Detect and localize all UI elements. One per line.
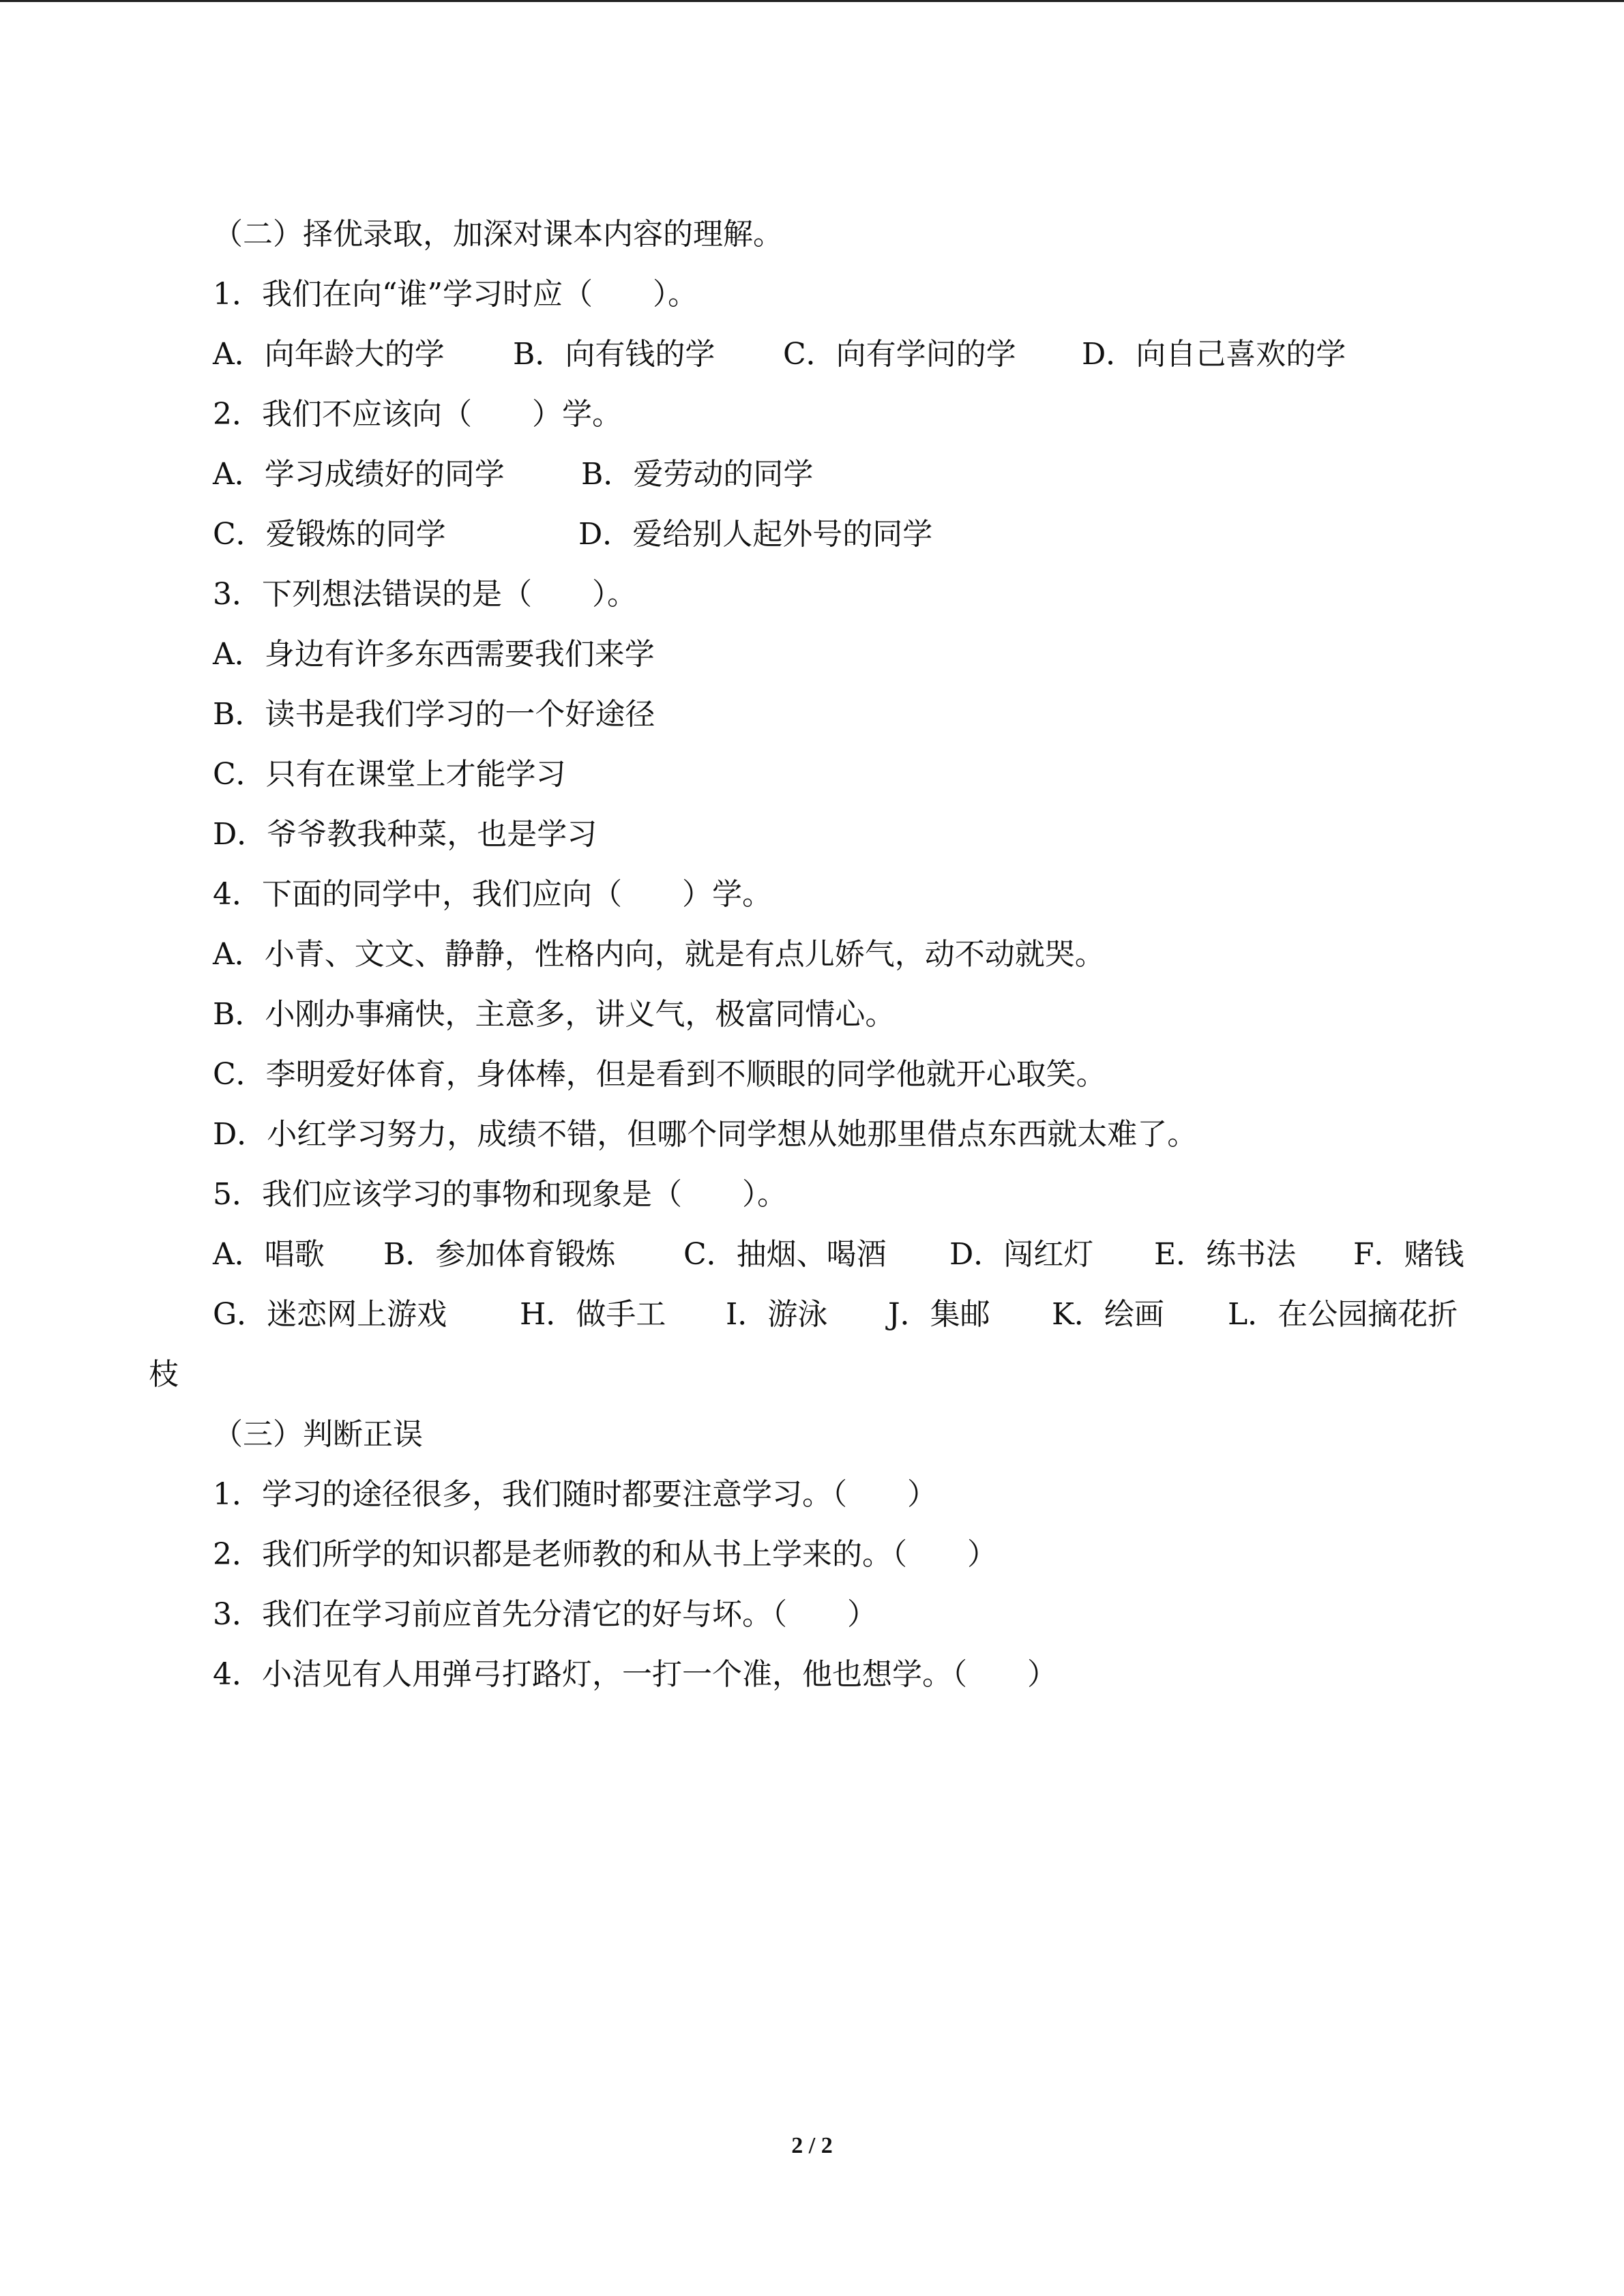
question-1-options — [213, 334, 1509, 375]
question-5-option-h: H．做手工 — [520, 1297, 666, 1332]
question-3-option-c: C．只有在课堂上才能学习 — [213, 757, 566, 792]
page-number: 2 / 2 — [791, 2133, 833, 2158]
question-5-option-c: C．抽烟、喝酒 — [683, 1237, 887, 1272]
question-5-option-j: J．集邮 — [888, 1297, 990, 1332]
question-2-stem: 2．我们不应该向（ ）学。 — [213, 397, 622, 432]
judgement-item-4: 4．小洁见有人用弹弓打路灯，一打一个准，他也想学。（ ） — [213, 1657, 1057, 1692]
question-2-option-d: D．爱给别人起外号的同学 — [578, 517, 933, 552]
question-4-option-d: D．小红学习努力，成绩不错，但哪个同学想从她那里借点东西就太难了。 — [213, 1117, 1198, 1152]
question-2-option-b: B．爱劳动的同学 — [581, 457, 814, 492]
question-4-option-c: C．李明爱好体育，身体棒，但是看到不顺眼的同学他就开心取笑。 — [213, 1057, 1106, 1092]
question-5-option-k: K．绘画 — [1052, 1297, 1164, 1332]
question-5-option-i: I．游泳 — [726, 1297, 828, 1332]
section-heading-2: （二）择优录取，加深对课本内容的理解。 — [213, 217, 783, 252]
question-5-option-b: B．参加体育锻炼 — [383, 1237, 616, 1272]
question-3-stem: 3．下列想法错误的是（ ）。 — [213, 577, 637, 612]
judgement-item-1: 1．学习的途径很多，我们随时都要注意学习。（ ） — [213, 1477, 937, 1512]
question-1-option-b: B．向有钱的学 — [513, 337, 715, 372]
question-4-option-b: B．小刚办事痛快，主意多，讲义气，极富同情心。 — [213, 997, 896, 1032]
question-1-option-a: A．向年龄大的学 — [213, 337, 445, 372]
question-5-option-l: L．在公园摘花折 — [1228, 1297, 1458, 1332]
top-border-rule — [0, 0, 1624, 2]
question-5-option-f: F．赌钱 — [1353, 1237, 1464, 1272]
question-3-option-d: D．爷爷教我种菜，也是学习 — [213, 817, 597, 852]
question-2-options-row-2 — [213, 514, 1509, 555]
question-2-option-a: A．学习成绩好的同学 — [213, 457, 505, 492]
section-heading-3: （三）判断正误 — [213, 1417, 423, 1452]
question-5-options-row-2 — [213, 1294, 1509, 1335]
judgement-item-2: 2．我们所学的知识都是老师教的和从书上学来的。（ ） — [213, 1537, 997, 1572]
question-5-option-e: E．练书法 — [1154, 1237, 1297, 1272]
question-4-option-a: A．小青、文文、静静，性格内向，就是有点儿娇气，动不动就哭。 — [213, 937, 1105, 972]
question-2-options-row-1 — [213, 454, 1509, 495]
question-3-option-a: A．身边有许多东西需要我们来学 — [213, 637, 655, 672]
question-5-option-g: G．迷恋网上游戏 — [213, 1297, 447, 1332]
question-5-wrap-text: 枝 — [149, 1357, 179, 1392]
question-3-option-b: B．读书是我们学习的一个好途径 — [213, 697, 655, 732]
question-1-option-d: D．向自己喜欢的学 — [1082, 337, 1346, 372]
question-1-stem: 1．我们在向“谁”学习时应（ ）。 — [213, 277, 698, 312]
judgement-item-3: 3．我们在学习前应首先分清它的好与坏。（ ） — [213, 1597, 877, 1632]
question-1-option-c: C．向有学问的学 — [783, 337, 1016, 372]
question-5-options-row-1 — [213, 1234, 1509, 1275]
question-5-stem: 5．我们应该学习的事物和现象是（ ）。 — [213, 1177, 787, 1212]
question-5-option-d: D．闯红灯 — [949, 1237, 1094, 1272]
question-2-option-c: C．爱锻炼的同学 — [213, 517, 446, 552]
question-4-stem: 4．下面的同学中，我们应向（ ）学。 — [213, 877, 772, 912]
question-5-option-a: A．唱歌 — [213, 1237, 325, 1272]
